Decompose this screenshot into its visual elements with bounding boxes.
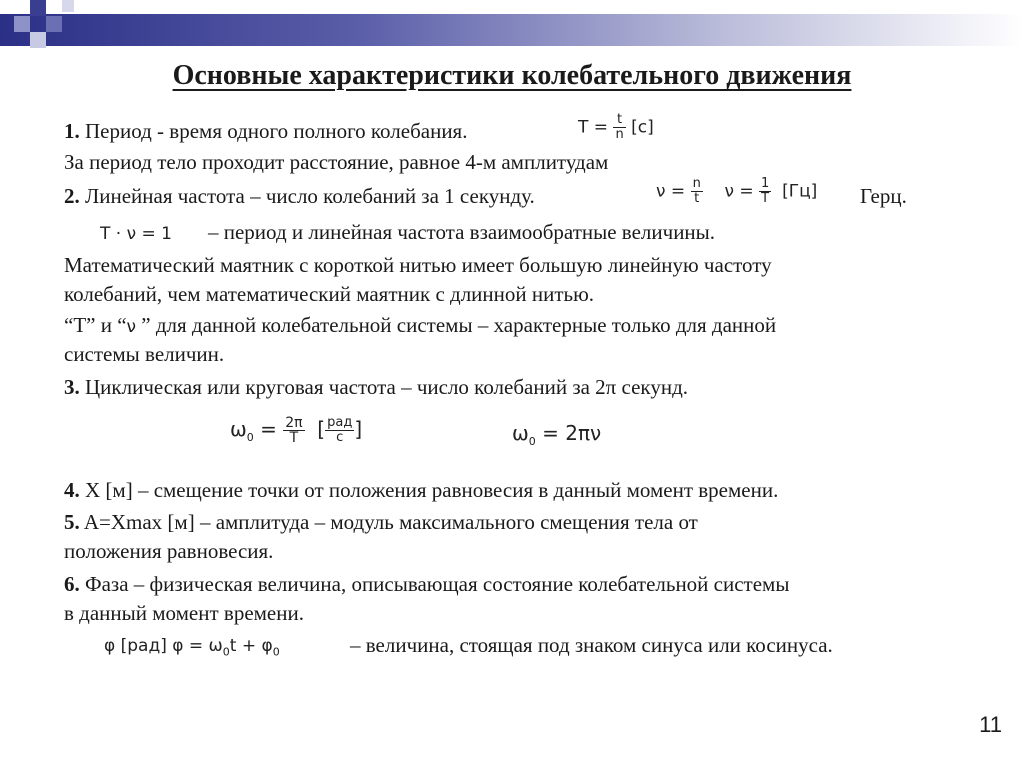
item-linear-frequency: 2. Линейная частота – число колебаний за 1 секунду. (64, 184, 535, 208)
line-characteristic-1: “T” и “ν ” для данной колебательной системы – характерные только для данной (64, 313, 777, 337)
decor-square (46, 16, 62, 32)
formula-frequency: ν = $\frac{n}{t}$ ν = $\frac{1}{T}$ [Гц] (656, 176, 818, 206)
line-pendulum-1: Математический маятник с короткой нитью имеет большую линейную частоту (64, 253, 772, 277)
header-band (0, 14, 1024, 46)
item-displacement: 4. X [м] – смещение точки от положения равновесия в данный момент времени. (64, 478, 779, 502)
formula-phase: φ [рад] $\varphi = \omega_0t + \varphi_0$ (104, 636, 280, 659)
item-period: 1. Период - время одного полного колебания. (64, 119, 468, 143)
line-reciprocal: – период и линейная частота взаимообратные величины. (208, 220, 716, 244)
item-amplitude: 5. A=Xmax [м] – амплитуда – модуль максимального смещения тела от (64, 510, 698, 534)
decor-square (14, 16, 30, 32)
formula-period: T = $\frac{t}{n}$ [c] (578, 112, 654, 142)
page-number: 11 (979, 712, 1002, 737)
line-pendulum-2: колебаний, чем математический маятник с длинной нитью. (64, 282, 595, 306)
formula-omega-nu: $\omega_0 = 2\pi\nu$ (512, 421, 602, 448)
item-phase: 6. Фаза – физическая величина, описывающая состояние колебательной системы (64, 572, 790, 596)
formula-t-nu: T · ν = 1 (100, 224, 172, 244)
hertz-label: Герц. (860, 184, 907, 208)
line-period-distance: За период тело проходит расстояние, равное 4-м амплитудам (64, 150, 609, 174)
line-characteristic-2: системы величин. (64, 342, 225, 366)
slide-title: Основные характеристики колебательного движения (172, 60, 852, 91)
line-amplitude-2: положения равновесия. (64, 539, 274, 563)
item-cyclic-frequency: 3. Циклическая или круговая частота – число колебаний за 2π секунд. (64, 375, 689, 399)
line-phase-2: в данный момент времени. (64, 601, 304, 625)
line-phase-sine: – величина, стоящая под знаком синуса или косинуса. (350, 633, 833, 657)
formula-omega: $\omega_0$ = $\frac{2\pi}{T}$ [ $\frac{\text{рад}}{c}$ ] (230, 415, 363, 446)
decor-square (62, 0, 74, 12)
decor-square (30, 32, 46, 48)
decor-square (30, 0, 46, 16)
